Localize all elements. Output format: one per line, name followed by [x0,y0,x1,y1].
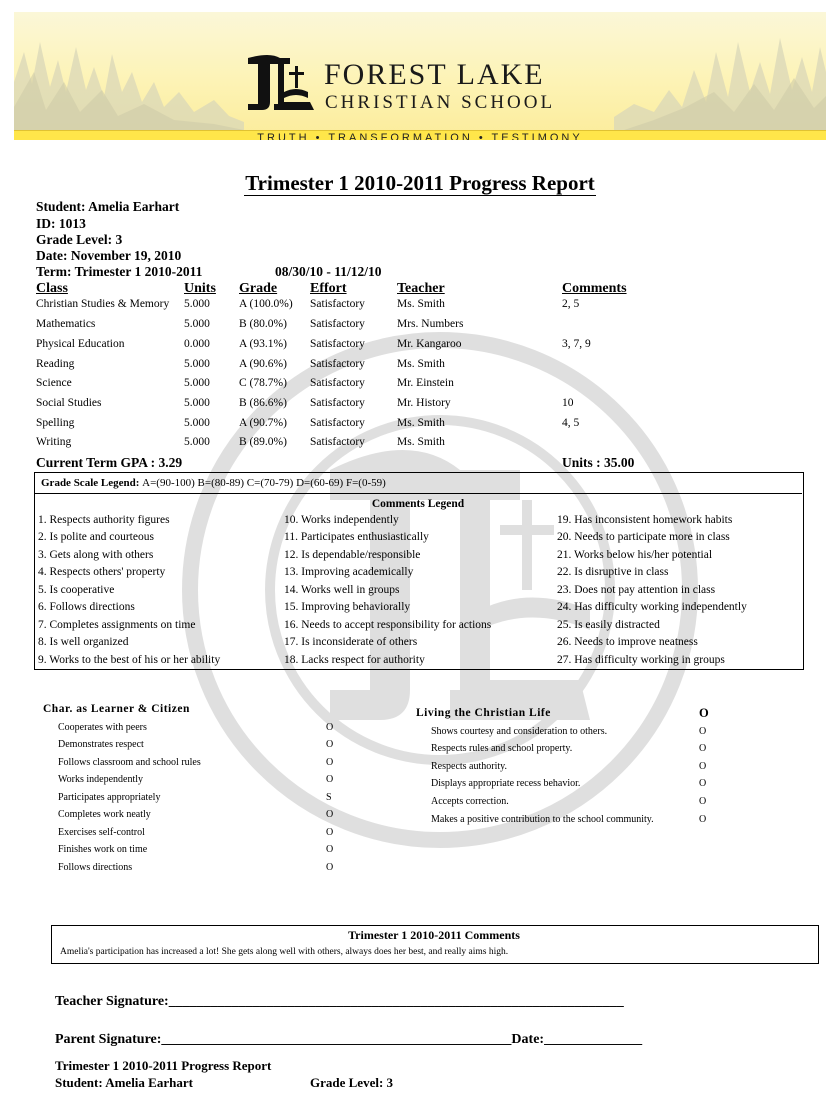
legend-item: 10. Works independently [284,514,399,526]
footer-title: Trimester 1 2010-2011 Progress Report [55,1058,272,1073]
col-header-comments: Comments [562,281,627,296]
legend-item: 2. Is polite and courteous [38,531,154,543]
legend-item: 18. Lacks respect for authority [284,654,425,666]
class-comments: 2, 5 [562,298,580,310]
christian-item-mark: O [699,778,707,789]
christian-item-mark: O [699,726,707,737]
class-name: Mathematics [36,318,96,330]
legend-item: 21. Works below his/her potential [557,549,713,561]
christian-item-label: Respects rules and school property. [431,743,573,754]
class-effort: Satisfactory [310,298,365,310]
class-effort: Satisfactory [310,436,365,448]
class-name: Reading [36,358,75,370]
class-teacher: Ms. Smith [397,358,445,370]
christian-life-title: Living the Christian Life [416,707,551,719]
term-name: Term: Trimester 1 2010-2011 [36,264,203,279]
christian-item-mark: O [699,796,707,807]
class-units: 5.000 [184,298,210,310]
student-id: ID: 1013 [36,216,86,231]
christian-item-label: Accepts correction. [431,796,509,807]
legend-item: 12. Is dependable/responsible [284,549,421,561]
class-name: Writing [36,436,72,448]
christian-item-label: Shows courtesy and consideration to others. [431,726,608,737]
christian-item-label: Respects authority. [431,761,508,772]
class-units: 5.000 [184,417,210,429]
class-teacher: Mrs. Numbers [397,318,464,330]
christian-item-mark: O [699,743,707,754]
class-effort: Satisfactory [310,377,365,389]
col-header-teacher: Teacher [397,281,445,296]
student-name: Student: Amelia Earhart [36,199,180,214]
class-effort: Satisfactory [310,338,365,350]
class-grade: A (93.1%) [239,338,287,350]
class-grade: A (90.6%) [239,358,287,370]
parent-signature-line: Parent Signature:__________________________________________________Date:______________ [55,1032,643,1047]
legend-item: 20. Needs to participate more in class [557,531,730,543]
legend-item: 24. Has difficulty working independently [557,601,747,613]
class-effort: Satisfactory [310,397,365,409]
report-title: Trimester 1 2010-2011 Progress Report [245,171,595,195]
class-units: 5.000 [184,358,210,370]
school-name-line1: FOREST LAKE [324,58,545,91]
class-grade: C (78.7%) [239,377,287,389]
school-name-line2: CHRISTIAN SCHOOL [325,92,556,113]
learner-item-mark: O [326,809,334,820]
col-header-effort: Effort [310,281,347,296]
learner-item-mark: O [326,722,334,733]
class-grade: A (100.0%) [239,298,293,310]
legend-item: 6. Follows directions [38,601,135,613]
christian-item-label: Makes a positive contribution to the school community. [431,814,654,825]
class-teacher: Ms. Smith [397,298,445,310]
class-grade: B (89.0%) [239,436,287,448]
col-header-class: Class [36,281,68,296]
class-teacher: Ms. Smith [397,436,445,448]
learner-item-label: Follows classroom and school rules [58,757,201,768]
legend-item: 16. Needs to accept responsibility for actions [284,619,492,631]
legend-item: 3. Gets along with others [38,549,154,561]
legend-item: 9. Works to the best of his or her ability [38,654,221,666]
teacher-signature-line: Teacher Signature:_________________________________________________________________ [55,994,624,1009]
class-grade: B (80.0%) [239,318,287,330]
term-comments-title: Trimester 1 2010-2011 Comments [348,928,520,942]
class-units: 5.000 [184,436,210,448]
grade-level: Grade Level: 3 [36,232,123,247]
class-name: Science [36,377,72,389]
legend-item: 14. Works well in groups [284,584,400,596]
grade-scale-label: Grade Scale Legend: [41,477,140,489]
legend-item: 13. Improving academically [284,566,414,578]
class-teacher: Mr. History [397,397,451,409]
learner-item-mark: O [326,757,334,768]
legend-item: 27. Has difficulty working in groups [557,654,725,666]
learner-item-label: Participates appropriately [58,792,161,803]
learner-section-title: Char. as Learner & Citizen [43,703,190,715]
legend-item: 5. Is cooperative [38,584,115,596]
class-comments: 3, 7, 9 [562,338,591,350]
comments-legend-title: Comments Legend [371,498,465,510]
school-banner [14,12,826,140]
learner-item-label: Works independently [58,774,144,785]
legend-item: 15. Improving behaviorally [284,601,411,613]
learner-item-mark: O [326,774,334,785]
class-name: Physical Education [36,338,125,350]
christian-life-overall: O [699,706,709,720]
learner-item-mark: O [326,844,334,855]
grade-scale-values: A=(90-100) B=(80-89) C=(70-79) D=(60-69) F=(0-59) [142,477,386,489]
footer-grade-level: Grade Level: 3 [310,1075,394,1090]
legend-item: 11. Participates enthusiastically [284,531,429,543]
class-units: 5.000 [184,318,210,330]
legend-item: 8. Is well organized [38,636,129,648]
footer-student: Student: Amelia Earhart [55,1075,193,1090]
class-effort: Satisfactory [310,318,365,330]
learner-item-label: Exercises self-control [58,827,145,838]
col-header-units: Units [184,281,216,296]
class-grade: A (90.7%) [239,417,287,429]
christian-item-label: Displays appropriate recess behavior. [431,778,581,789]
class-grade: B (86.6%) [239,397,287,409]
school-tagline: TRUTH • TRANSFORMATION • TESTIMONY [257,132,583,140]
class-effort: Satisfactory [310,417,365,429]
learner-item-label: Follows directions [58,862,133,873]
learner-item-mark: S [326,792,332,803]
term-comments-text: Amelia's participation has increased a lot! She gets along well with others, always does her best, and really aims high. [60,947,509,957]
class-teacher: Mr. Einstein [397,377,454,389]
legend-item: 25. Is easily distracted [557,619,660,631]
learner-item-mark: O [326,739,334,750]
learner-item-label: Demonstrates respect [58,739,144,750]
learner-item-label: Finishes work on time [58,844,148,855]
christian-item-mark: O [699,761,707,772]
legend-item: 1. Respects authority figures [38,514,170,526]
col-header-grade: Grade [239,281,278,296]
learner-item-label: Cooperates with peers [58,722,147,733]
class-comments: 4, 5 [562,417,580,429]
legend-item: 19. Has inconsistent homework habits [557,514,733,526]
legend-item: 7. Completes assignments on time [38,619,196,631]
class-name: Christian Studies & Memory [36,298,170,310]
legend-item: 23. Does not pay attention in class [557,584,716,596]
forest-lake-logo-icon [240,52,320,116]
christian-item-mark: O [699,814,707,825]
legend-item: 17. Is inconsiderate of others [284,636,418,648]
class-teacher: Mr. Kangaroo [397,338,462,350]
units-total: Units : 35.00 [562,455,635,470]
class-name: Social Studies [36,397,102,409]
learner-item-label: Completes work neatly [58,809,151,820]
class-units: 5.000 [184,397,210,409]
term-gpa: Current Term GPA : 3.29 [36,455,183,470]
class-effort: Satisfactory [310,358,365,370]
learner-item-mark: O [326,827,334,838]
report-date: Date: November 19, 2010 [36,248,182,263]
term-dates: 08/30/10 - 11/12/10 [275,264,382,279]
class-name: Spelling [36,417,75,429]
learner-item-mark: O [326,862,334,873]
class-units: 0.000 [184,338,210,350]
class-comments: 10 [562,397,574,409]
class-units: 5.000 [184,377,210,389]
legend-item: 22. Is disruptive in class [557,566,669,578]
legend-item: 26. Needs to improve neatness [557,636,698,648]
legend-item: 4. Respects others' property [38,566,166,578]
grade-scale-legend [41,477,386,489]
class-teacher: Ms. Smith [397,417,445,429]
